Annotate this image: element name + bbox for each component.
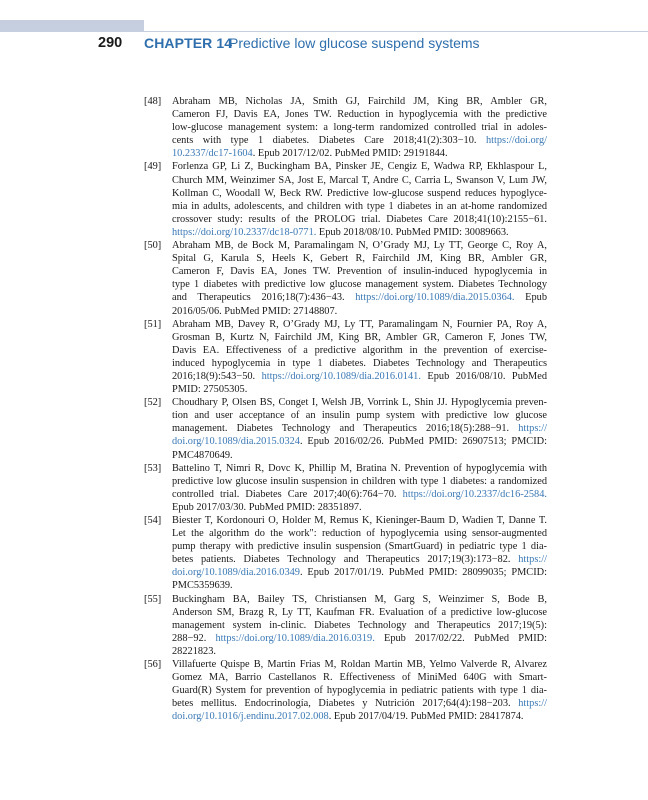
reference-line: PMC5359639. bbox=[172, 580, 233, 592]
doi-link[interactable]: https://doi.org/10.2337/dc18-0771. bbox=[172, 226, 317, 238]
reference-line: Abraham MB, Nicholas JA, Smith GJ, Fairchild JM, King BR, Ambler GR, bbox=[172, 96, 547, 107]
reference-line: Church MM, Weinzimer SA, Jost E, Marcal T, Andre C, Carria L, Swanson V, Lum JW, bbox=[172, 174, 547, 186]
reference-line: Let the algorithm do the work": reduction of hypoglycemia using sensor-augmented bbox=[172, 528, 547, 540]
reference-number: [50] bbox=[144, 240, 162, 252]
reference-line: betes patients. Diabetes Technology and Therapeutics 2017;19(3):173−82. https:// bbox=[172, 554, 547, 566]
reference-line: Cameron FJ, Davis EA, Jones TW. Reduction in hypoglycemia with the predictive bbox=[172, 109, 547, 121]
header-rule bbox=[144, 31, 648, 32]
reference-text bbox=[172, 239, 547, 318]
reference-line: Cameron F, Davis EA, Jones TW. Prevention of insulin-induced hypoglycemia in bbox=[172, 266, 547, 278]
reference-line: cents with type 1 diabetes. Diabetes Care 2018;41(2):303−10. https://doi.org/ bbox=[172, 135, 547, 147]
reference-text bbox=[172, 462, 547, 514]
reference-line: management. Diabetes Technology and Therapeutics 2016;18(5):288−91. https:// bbox=[172, 423, 547, 435]
reference-line: Abraham MB, de Bock M, Paramalingam N, O’Grady MJ, Ly TT, George C, Roy A, bbox=[172, 240, 547, 252]
reference-line: Abraham MB, Davey R, O’Grady MJ, Ly TT, Paramalingam N, Fournier PA, Roy A, bbox=[172, 318, 547, 330]
reference-text bbox=[172, 593, 547, 658]
doi-link[interactable]: doi.org/10.1089/dia.2016.0349 bbox=[172, 567, 300, 579]
reference-item bbox=[144, 318, 547, 397]
reference-line: Anderson SM, Brazg R, Ly TT, Kaufman FR. Evaluation of a predictive low-glucose bbox=[172, 606, 547, 618]
reference-line: Epub 2017/03/30. PubMed PMID: 28351897. bbox=[172, 501, 362, 513]
reference-line: Gomez MA, Barrio Castellanos R. Effectiveness of MiniMed 640G with Smart- bbox=[172, 672, 547, 684]
reference-line: low-glucose management system: a long-term randomized controlled trial in adoles- bbox=[172, 122, 547, 134]
reference-line: Grosman B, Kurtz N, Fairchild JM, King BR, Ambler GR, Cameron F, Jones TW, bbox=[172, 331, 547, 343]
reference-item bbox=[144, 396, 547, 461]
reference-line: Battelino T, Nimri R, Dovc K, Phillip M, Bratina N. Prevention of hypoglycemia with bbox=[172, 462, 547, 474]
doi-link[interactable]: https://doi.org/10.1089/dia.2016.0141. bbox=[261, 370, 421, 382]
doi-link[interactable]: https://doi.org/10.1089/dia.2016.0319. bbox=[215, 632, 375, 644]
chapter-title: Predictive low glucose suspend systems bbox=[229, 35, 480, 51]
reference-text bbox=[172, 160, 547, 239]
reference-line: 2016;18(9):543−50. https://doi.org/10.1089/dia.2016.0141. Epub 2016/08/10. PubMed bbox=[172, 370, 547, 382]
reference-line: doi.org/10.1016/j.endinu.2017.02.008. Epub 2017/04/19. PubMed PMID: 28417874. bbox=[172, 711, 524, 723]
reference-text bbox=[172, 396, 547, 461]
doi-link[interactable]: doi.org/10.1089/dia.2015.0324 bbox=[172, 436, 300, 448]
reference-line: https://doi.org/10.2337/dc18-0771. Epub 2018/08/10. PubMed PMID: 30089663. bbox=[172, 226, 509, 238]
reference-line: doi.org/10.1089/dia.2016.0349. Epub 2017/01/19. PubMed PMID: 28099035; PMCID: bbox=[172, 567, 547, 579]
reference-number: [48] bbox=[144, 96, 162, 107]
reference-line: predictive low glucose insulin suspension in children with type 1 diabetes: a randomized bbox=[172, 475, 547, 487]
doi-link[interactable]: https://doi.org/ bbox=[485, 135, 547, 147]
reference-line: crossover study: results of the PROLOG trial. Diabetes Care 2018;41(10):2155−61. bbox=[172, 213, 547, 225]
reference-item bbox=[144, 95, 547, 160]
reference-number: [55] bbox=[144, 593, 162, 605]
reference-item bbox=[144, 160, 547, 239]
reference-text bbox=[172, 95, 547, 160]
reference-number: [53] bbox=[144, 462, 162, 474]
reference-line: induced hypoglycemia in type 1 diabetes. Diabetes Technology and Therapeutics bbox=[172, 357, 547, 369]
reference-line: type 1 diabetes with predictive low glucose management system. Diabetes Technology bbox=[172, 279, 547, 291]
reference-text bbox=[172, 658, 547, 723]
reference-number: [52] bbox=[144, 397, 162, 409]
reference-line: Guard(R) System for prevention of hypoglycemia in pediatric patients with type 1 dia- bbox=[172, 685, 547, 697]
reference-line: 2016/05/06. PubMed PMID: 27148807. bbox=[172, 305, 338, 317]
doi-link[interactable]: https:// bbox=[518, 554, 547, 566]
reference-line: 10.2337/dc17-1604. Epub 2017/12/02. PubMed PMID: 29191844. bbox=[172, 148, 448, 160]
reference-text bbox=[172, 318, 547, 397]
reference-line: PMC4870649. bbox=[172, 449, 233, 461]
reference-item bbox=[144, 658, 547, 723]
reference-line: Forlenza GP, Li Z, Buckingham BA, Pinsker JE, Cengiz E, Wadwa RP, Ekhlaspour L, bbox=[172, 161, 547, 173]
reference-line: Villafuerte Quispe B, Martin Frias M, Roldan Martin MB, Yelmo Valverde R, Alvarez bbox=[172, 659, 547, 671]
reference-line: Kollman C, Woodall W, Beck RW. Predictive low-glucose suspend reduces hypoglyce- bbox=[172, 187, 547, 199]
reference-item bbox=[144, 514, 547, 593]
reference-line: PMID: 27505305. bbox=[172, 384, 248, 396]
reference-line: and Therapeutics 2016;18(7):436−43. https://doi.org/10.1089/dia.2015.0364. Epub bbox=[172, 292, 547, 304]
reference-line: betes mellitus. Endocrinología, Diabetes y Nutrición 2017;64(4):198−203. https:// bbox=[172, 698, 547, 710]
reference-line: mia in adults, adolescents, and children with type 1 diabetes in an at-home randomized bbox=[172, 200, 547, 212]
reference-line: Choudhary P, Olsen BS, Conget I, Welsh JB, Vorrink L, Shin JJ. Hypoglycemia preven- bbox=[172, 397, 547, 409]
doi-link[interactable]: https:// bbox=[518, 698, 547, 710]
doi-link[interactable]: 10.2337/dc17-1604 bbox=[172, 148, 253, 160]
reference-line: 28221823. bbox=[172, 645, 216, 657]
reference-number: [54] bbox=[144, 515, 162, 526]
running-header bbox=[0, 34, 648, 54]
reference-number: [56] bbox=[144, 659, 162, 671]
reference-line: tion and user acceptance of an insulin pump system with predictive low glucose bbox=[172, 410, 547, 422]
reference-item bbox=[144, 239, 547, 318]
reference-line: doi.org/10.1089/dia.2015.0324. Epub 2016/02/26. PubMed PMID: 26907513; PMCID: bbox=[172, 436, 547, 448]
doi-link[interactable]: doi.org/10.1016/j.endinu.2017.02.008 bbox=[172, 711, 329, 723]
doi-link[interactable]: https:// bbox=[518, 423, 547, 435]
reference-line: 288−92. https://doi.org/10.1089/dia.2016.0319. Epub 2017/02/22. PubMed PMID: bbox=[172, 632, 547, 644]
reference-line: controlled trial. Diabetes Care 2017;40(6):764−70. https://doi.org/10.2337/dc16-2584. bbox=[172, 488, 547, 500]
reference-number: [49] bbox=[144, 161, 162, 173]
page-number: 290 bbox=[98, 35, 123, 51]
reference-number: [51] bbox=[144, 318, 162, 330]
reference-item bbox=[144, 462, 547, 514]
reference-line: Buckingham BA, Bailey TS, Christiansen M, Garg S, Weinzimer S, Bode B, bbox=[172, 593, 547, 605]
reference-line: Biester T, Kordonouri O, Holder M, Remus K, Kieninger-Baum D, Wadien T, Danne T. bbox=[172, 515, 547, 526]
reference-line: management system in-clinic. Diabetes Technology and Therapeutics 2017;19(5): bbox=[172, 619, 547, 631]
reference-text bbox=[172, 514, 547, 593]
chapter-label: CHAPTER 14 bbox=[144, 35, 233, 51]
reference-line: Davis EA. Effectiveness of a predictive algorithm in the prevention of exercise- bbox=[172, 344, 547, 356]
reference-list bbox=[144, 95, 547, 724]
reference-item bbox=[144, 593, 547, 658]
reference-line: Spital G, Karula S, Heels K, Gebert R, Fairchild JM, King BR, Ambler GR, bbox=[172, 253, 547, 265]
reference-line: pump therapy with predictive insulin suspension (SmartGuard) in pediatric type 1 dia- bbox=[172, 541, 547, 553]
doi-link[interactable]: https://doi.org/10.2337/dc16-2584. bbox=[402, 488, 547, 500]
header-accent-bar bbox=[0, 20, 144, 32]
doi-link[interactable]: https://doi.org/10.1089/dia.2015.0364. bbox=[355, 292, 515, 304]
